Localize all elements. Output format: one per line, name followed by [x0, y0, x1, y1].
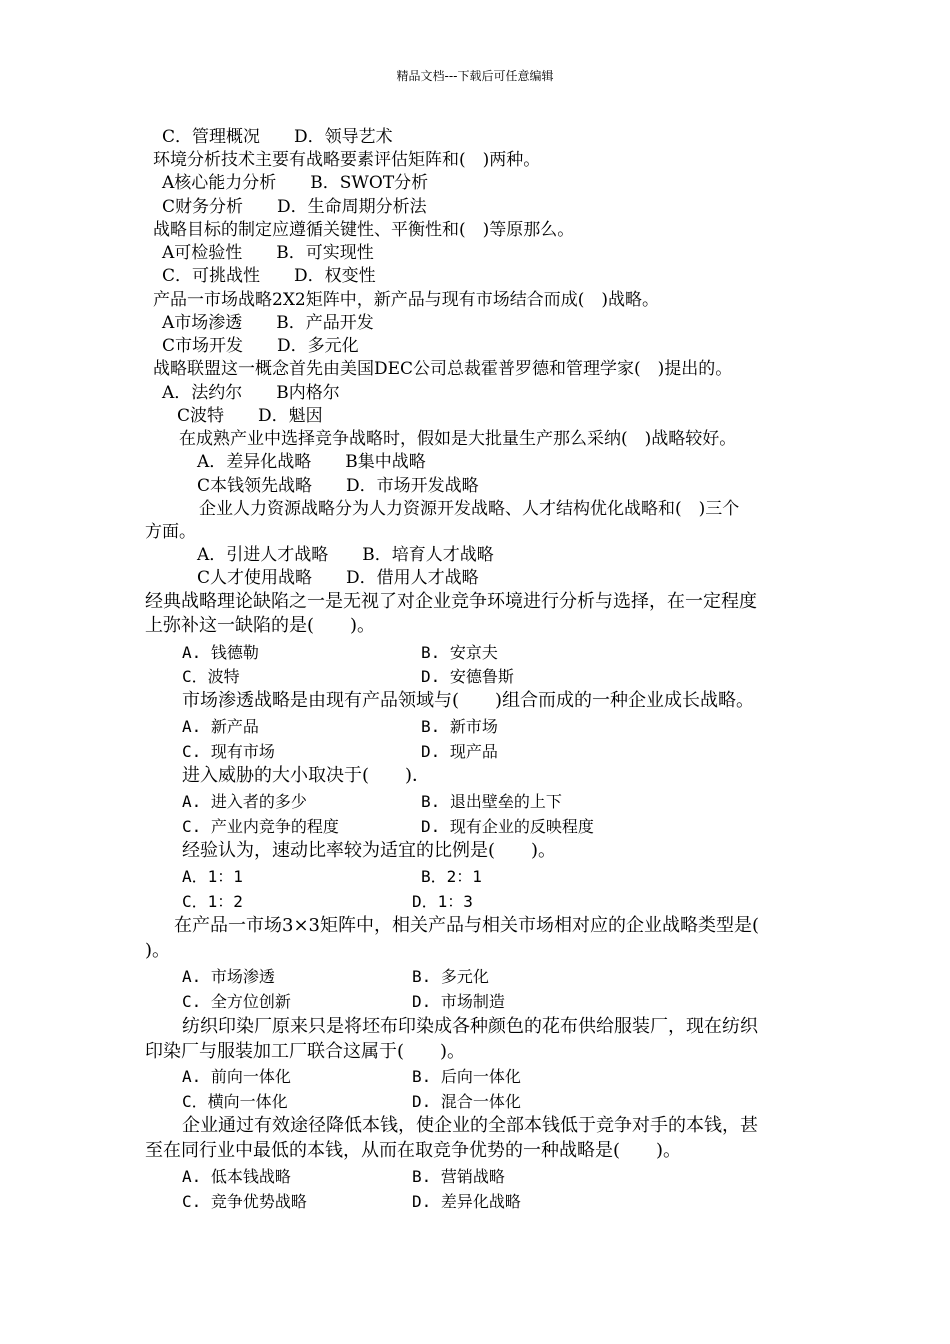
option-b: B. 安京夫 — [421, 643, 498, 662]
option-line: C．可挑战性 D．权变性 — [162, 266, 376, 286]
option-line: A．引进人才战略 B．培育人才战略 — [197, 545, 494, 565]
question-text: 印染厂与服装加工厂联合这属于( )。 — [145, 1041, 466, 1062]
option-b: B．2：1 — [421, 867, 482, 886]
question-text: 企业人力资源战略分为人力资源开发战略、人才结构优化战略和( )三个 — [199, 499, 740, 519]
option-line: C财务分析 D．生命周期分析法 — [162, 197, 427, 217]
question-text: 在成熟产业中选择竞争战略时，假如是大批量生产那么采纳( )战略较好。 — [179, 429, 737, 449]
option-d: D. 差异化战略 — [412, 1192, 521, 1211]
option-c: C. 全方位创新 — [182, 992, 291, 1011]
question-text: )。 — [145, 940, 171, 961]
option-d: D. 现产品 — [421, 742, 498, 761]
option-b: B. 退出壁垒的上下 — [421, 792, 562, 811]
option-d: D. 安德鲁斯 — [421, 667, 514, 686]
option-a: A. 进入者的多少 — [182, 792, 307, 811]
option-c: C. 竞争优势战略 — [182, 1192, 307, 1211]
option-c: C．横向一体化 — [182, 1092, 288, 1111]
option-line: C．管理概况 D．领导艺术 — [162, 127, 393, 147]
question-text: 产品一市场战略2X2矩阵中，新产品与现有市场结合而成( )战略。 — [153, 290, 659, 310]
option-a: A. 前向一体化 — [182, 1067, 291, 1086]
question-text: 进入威胁的大小取决于( )． — [182, 765, 431, 786]
option-c: C. 产业内竞争的程度 — [182, 817, 339, 836]
question-text: 上弥补这一缺陷的是( )。 — [145, 615, 376, 636]
option-b: B. 多元化 — [412, 967, 489, 986]
option-line: A可检验性 B．可实现性 — [162, 243, 374, 263]
question-text: 经验认为，速动比率较为适宜的比例是( )。 — [182, 840, 557, 861]
option-line: C市场开发 D．多元化 — [162, 336, 359, 356]
option-line: C本钱领先战略 D．市场开发战略 — [197, 476, 479, 496]
option-d: D．1：3 — [412, 892, 473, 911]
question-text: 环境分析技术主要有战略要素评估矩阵和( )两种。 — [153, 150, 541, 170]
question-text: 企业通过有效途径降低本钱，使企业的全部本钱低于竞争对手的本钱，甚 — [182, 1115, 758, 1136]
option-line: C人才使用战略 D．借用人才战略 — [197, 568, 479, 588]
question-text: 纺织印染厂原来只是将坯布印染成各种颜色的花布供给服装厂，现在纺织 — [182, 1016, 758, 1037]
option-line: C波特 D．魁因 — [177, 406, 323, 426]
question-text: 战略目标的制定应遵循关键性、平衡性和( )等原那么。 — [153, 220, 575, 240]
page-header: 精品文档---下载后可任意编辑 — [396, 69, 554, 83]
option-b: B. 新市场 — [421, 717, 498, 736]
option-a: A. 新产品 — [182, 717, 259, 736]
option-d: D. 市场制造 — [412, 992, 505, 1011]
question-text: 经典战略理论缺陷之一是无视了对企业竞争环境进行分析与选择，在一定程度 — [145, 591, 757, 612]
option-c: C. 现有市场 — [182, 742, 275, 761]
option-a: A. 钱德勒 — [182, 643, 259, 662]
option-line: A．差异化战略 B集中战略 — [197, 452, 426, 472]
option-a: A. 市场渗透 — [182, 967, 275, 986]
option-line: A核心能力分析 B．SWOT分析 — [162, 173, 429, 193]
question-text: 至在同行业中最低的本钱，从而在取竞争优势的一种战略是( )。 — [145, 1140, 682, 1161]
option-d: D. 现有企业的反映程度 — [421, 817, 594, 836]
option-c: C．波特 — [182, 667, 240, 686]
option-d: D. 混合一体化 — [412, 1092, 521, 1111]
question-text: 在产品一市场3×3矩阵中，相关产品与相关市场相对应的企业战略类型是( — [174, 915, 760, 936]
option-a: A. 低本钱战略 — [182, 1167, 291, 1186]
option-c: C．1：2 — [182, 892, 243, 911]
option-b: B. 后向一体化 — [412, 1067, 521, 1086]
question-text: 市场渗透战略是由现有产品领域与( )组合而成的一种企业成长战略。 — [182, 690, 755, 711]
question-text: 战略联盟这一概念首先由美国DEC公司总裁霍普罗德和管理学家( )提出的。 — [153, 359, 733, 379]
option-line: A市场渗透 B．产品开发 — [162, 313, 374, 333]
option-b: B. 营销战略 — [412, 1167, 505, 1186]
option-a: A．1：1 — [182, 867, 243, 886]
option-line: A．法约尔 B内格尔 — [162, 383, 340, 403]
question-text: 方面。 — [145, 522, 196, 542]
